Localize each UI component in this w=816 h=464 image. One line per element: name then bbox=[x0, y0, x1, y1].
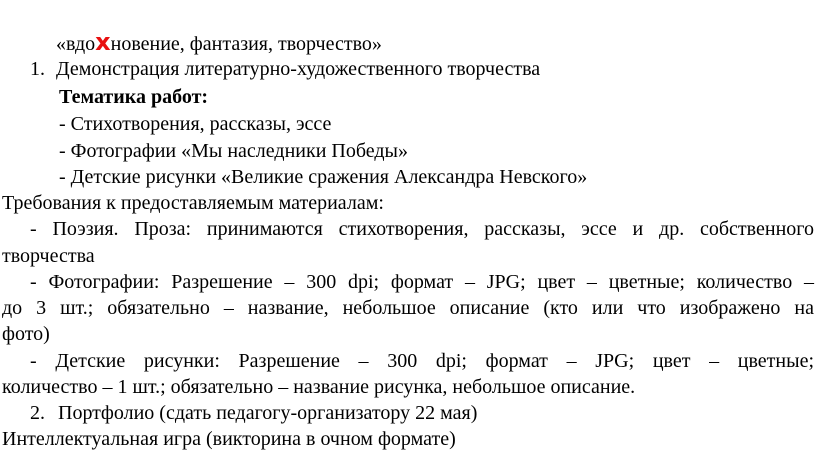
list-item-2-text: Портфолио (сдать педагогу-организатору 22 мая) bbox=[58, 402, 478, 424]
requirement-photo-line1: - Фотографии: Разрешение – 300 dpi; формат – JPG; цвет – цветные; количество – bbox=[30, 271, 814, 293]
title-line bbox=[56, 30, 382, 54]
theme-item-photos: - Фотографии «Мы наследники Победы» bbox=[59, 140, 408, 162]
requirements-heading: Требования к предоставляемым материалам: bbox=[2, 192, 384, 214]
requirement-poetry-line1: - Поэзия. Проза: принимаются стихотворения, рассказы, эссе и др. собственного bbox=[30, 218, 814, 240]
requirement-drawings-line2: количество – 1 шт.; обязательно – название рисунка, небольшое описание. bbox=[2, 376, 636, 398]
list-item-2-number: 2. bbox=[30, 402, 45, 424]
title-line-end: новение, фантазия, творчество» bbox=[110, 33, 382, 55]
highlighted-letter: х bbox=[95, 28, 111, 56]
list-item-1 bbox=[30, 57, 540, 81]
title-line-start: «вдо bbox=[56, 33, 96, 55]
list-item-1-text: Демонстрация литературно-художественного творчества bbox=[56, 58, 541, 80]
requirement-photo-line2: до 3 шт.; обязательно – название, небольшое описание (кто или что изображено на bbox=[2, 297, 814, 319]
theme-item-drawings: - Детские рисунки «Великие сражения Александра Невского» bbox=[59, 166, 588, 188]
requirement-drawings-line1: - Детские рисунки: Разрешение – 300 dpi; формат – JPG; цвет – цветные; bbox=[30, 350, 814, 372]
list-item-1-number: 1. bbox=[30, 58, 45, 80]
themes-heading: Тематика работ: bbox=[59, 86, 209, 108]
theme-item-poems: - Стихотворения, рассказы, эссе bbox=[59, 113, 332, 135]
requirement-poetry-line2: творчества bbox=[2, 245, 95, 267]
intellectual-game-line: Интеллектуальная игра (викторина в очном формате) bbox=[2, 428, 456, 450]
list-item-2 bbox=[30, 401, 477, 425]
requirement-photo-line3: фото) bbox=[2, 323, 50, 345]
